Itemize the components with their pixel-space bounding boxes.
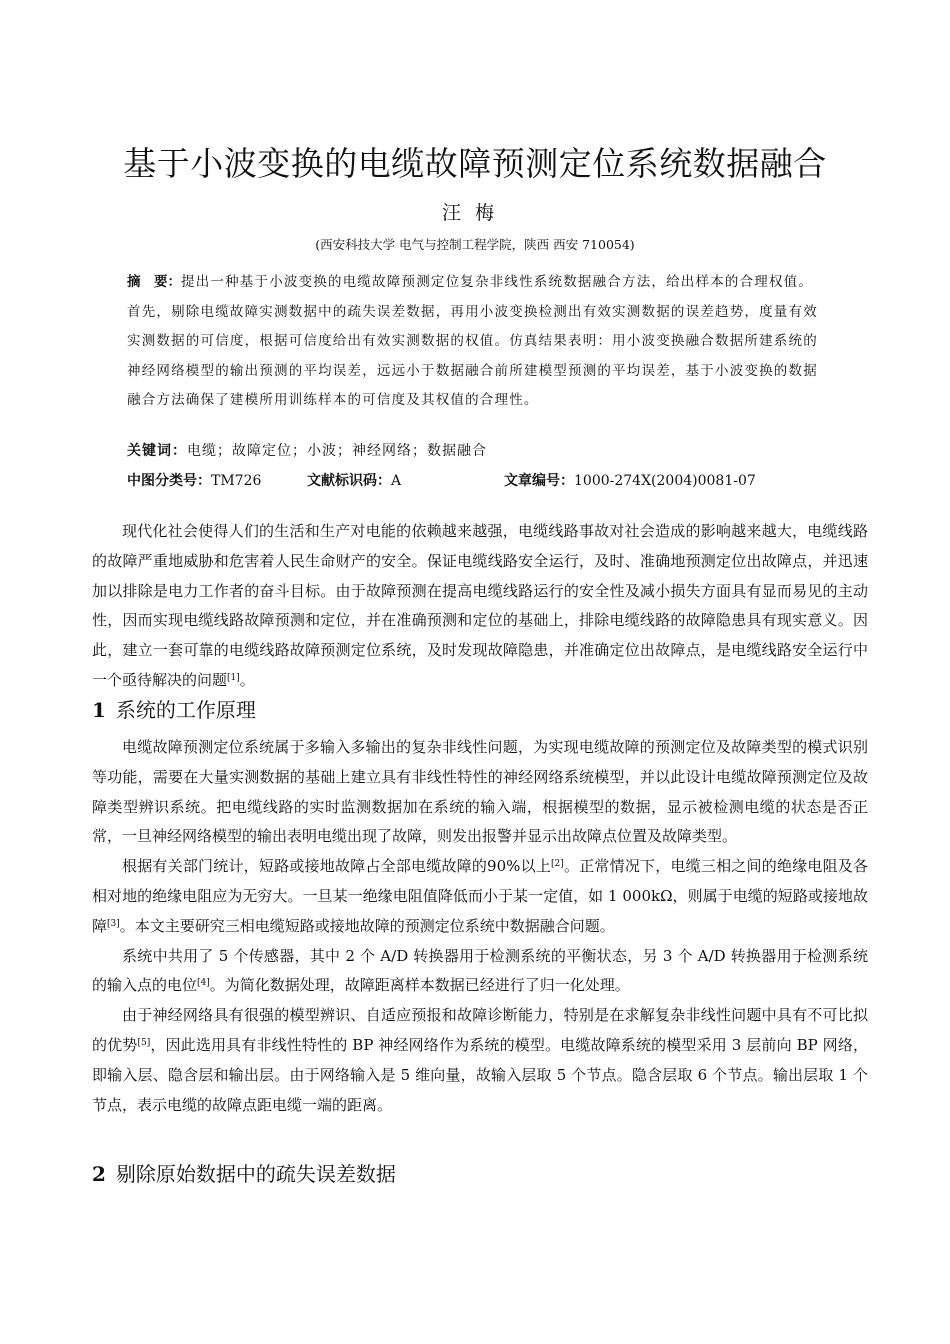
citation: [3] <box>107 918 120 929</box>
keywords-label: 关键词： <box>127 443 187 459</box>
section-2-number: 2 <box>92 1162 106 1186</box>
intro-paragraph <box>92 517 868 696</box>
citation: [5] <box>137 1037 151 1048</box>
doc-code-field <box>307 470 401 490</box>
article-number-value: 1000-274X(2004)0081-07 <box>574 473 756 489</box>
paragraph-text: 。正常情况下，电缆三相之间的绝缘电阻及各相对地的绝缘电阻应为无穷大。一旦某一绝缘电阻值降低而小于某一定值，如 1 000kΩ，则属于电缆的短路或接地故障 <box>92 857 868 935</box>
citation: [4] <box>197 978 210 989</box>
section-2-title: 剔除原始数据中的疏失误差数据 <box>115 1162 396 1186</box>
keywords-text: 电缆；故障定位；小波；神经网络；数据融合 <box>187 443 487 459</box>
section-2-heading <box>92 1158 396 1187</box>
citation: [2] <box>551 859 564 870</box>
article-number-field <box>504 470 756 490</box>
paragraph-text: ，因此选用具有非线性特性的 BP 神经网络作为系统的模型。电缆故障系统的模型采用 3 层前向 BP 网络，即输入层、隐含层和输出层。由于网络输入是 5 维向量，故输入层取 5 个节点。隐含层取 6 个节点。输出层取 1 个节点，表示电缆的故障点距电缆一端的距离。 <box>92 1035 868 1114</box>
clc-label: 中图分类号： <box>127 473 211 489</box>
clc-field <box>127 470 261 490</box>
intro-text: 现代化社会使得人们的生活和生产对电能的依赖越来越强，电缆线路事故对社会造成的影响越来越大，电缆线路的故障严重地威胁和危害着人民生命财产的安全。保证电缆线路安全运行，及时、准确地预测定位出故障点，并迅速加以排除是电力工作者的奋斗目标。由于故障预测在提高电缆线路运行的安全性及减小损失方面具有显而易见的主动性，因而实现电缆线路故障预测和定位，并在准确预测和定位的基础上，排除电缆线路的故障隐患具有现实意义。因此，建立一套可靠的电缆线路故障预测定位系统，及时发现故障隐患，并准确定位出故障点，是电缆线路安全运行中一个亟待解决的问题 <box>92 522 868 689</box>
citation: [1] <box>227 672 240 683</box>
clc-value: TM726 <box>211 473 262 489</box>
abstract-label: 摘 要： <box>127 274 181 290</box>
section-1-heading <box>92 694 256 723</box>
section-1-body <box>92 733 868 1120</box>
section-1-paragraph-3 <box>92 942 868 1002</box>
section-1-title: 系统的工作原理 <box>115 698 256 722</box>
section-1-paragraph-1: 电缆故障预测定位系统属于多输入多输出的复杂非线性问题，为实现电缆故障的预测定位及故障类型的模式识别等功能，需要在大量实测数据的基础上建立具有非线性特性的神经网络系统模型，并以此设计电缆故障预测定位及故障类型辨识系统。把电缆线路的实时监测数据加在系统的输入端，根据模型的数据，显示被检测电缆的状态是否正常，一旦神经网络模型的输出表明电缆出现了故障，则发出报警并显示出故障点位置及故障类型。 <box>92 738 868 846</box>
intro-text-end: 。 <box>239 670 255 689</box>
section-1-paragraph-4 <box>92 1001 868 1120</box>
paper-title: 基于小波变换的电缆故障预测定位系统数据融合 <box>123 144 827 183</box>
doc-code-label: 文献标识码： <box>307 473 391 489</box>
author-affiliation: (西安科技大学 电气与控制工程学院，陕西 西安 710054) <box>315 237 635 252</box>
intro-section <box>92 517 868 696</box>
paragraph-text: 。本文主要研究三相电缆短路或接地故障的预测定位系统中数据融合问题。 <box>119 916 615 935</box>
keywords <box>127 440 847 460</box>
paragraph-text: 根据有关部门统计，短路或接地故障占全部电缆故障的90%以上 <box>122 857 552 876</box>
section-1-number: 1 <box>92 698 106 722</box>
paragraph-text: 由于神经网络具有很强的模型辨识、自适应预报和故障诊断能力，特别是在求解复杂非线性问题中具有不可比拟的优势 <box>92 1006 868 1054</box>
abstract-text: 提出一种基于小波变换的电缆故障预测定位复杂非线性系统数据融合方法，给出样本的合理权值。首先，剔除电缆故障实测数据中的疏失误差数据，再用小波变换检测出有效实测数据的误差趋势，度量有效实测数据的可信度，根据可信度给出有效实测数据的权值。仿真结果表明：用小波变换融合数据所建系统的神经网络模型的输出预测的平均误差，远远小于数据融合前所建模型预测的平均误差，基于小波变换的数据融合方法确保了建模所用训练样本的可信度及其权值的合理性。 <box>127 274 818 408</box>
paragraph-text: 系统中共用了 5 个传感器，其中 2 个 A/D 转换器用于检测系统的平衡状态，另 3 个 A/D 转换器用于检测系统的输入点的电位 <box>92 946 868 995</box>
article-number-label: 文章编号： <box>504 473 574 489</box>
section-1-paragraph-2 <box>92 852 868 941</box>
abstract <box>127 268 827 416</box>
author-name: 汪梅 <box>441 202 508 224</box>
paragraph-text: 。为简化数据处理，故障距离样本数据已经进行了归一化处理。 <box>209 976 630 995</box>
doc-code-value: A <box>391 473 402 489</box>
